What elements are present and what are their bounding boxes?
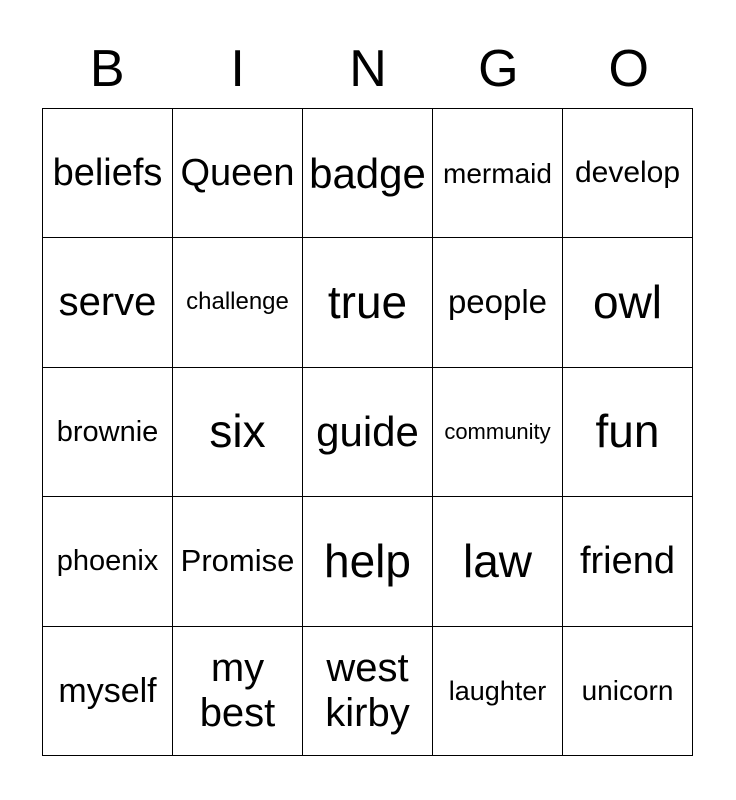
bingo-cell[interactable] bbox=[43, 497, 173, 626]
cell-word: owl bbox=[592, 275, 663, 328]
cell-word: west kirby bbox=[325, 645, 410, 735]
bingo-cell[interactable] bbox=[433, 368, 563, 497]
bingo-cell[interactable] bbox=[43, 238, 173, 367]
bingo-cell[interactable] bbox=[433, 109, 563, 238]
cell-word: true bbox=[327, 275, 408, 328]
title-letter-b: B bbox=[89, 40, 125, 98]
cell-word: help bbox=[324, 534, 411, 587]
cell-word: develop bbox=[574, 156, 681, 190]
bingo-cell[interactable] bbox=[173, 497, 303, 626]
bingo-cell[interactable] bbox=[433, 238, 563, 367]
bingo-cell[interactable] bbox=[563, 368, 693, 497]
cell-word: six bbox=[209, 405, 266, 458]
bingo-cell[interactable] bbox=[563, 497, 693, 626]
bingo-grid bbox=[42, 108, 693, 756]
bingo-cell[interactable] bbox=[43, 627, 173, 756]
cell-word: badge bbox=[309, 149, 426, 197]
cell-word: laughter bbox=[448, 675, 547, 706]
cell-word: unicorn bbox=[581, 675, 674, 707]
bingo-cell[interactable] bbox=[303, 368, 433, 497]
bingo-cell[interactable] bbox=[303, 627, 433, 756]
bingo-cell[interactable] bbox=[303, 109, 433, 238]
bingo-cell[interactable] bbox=[433, 497, 563, 626]
bingo-cell[interactable] bbox=[173, 368, 303, 497]
cell-word: my best bbox=[199, 645, 276, 735]
bingo-cell[interactable] bbox=[43, 109, 173, 238]
cell-word: community bbox=[444, 418, 551, 444]
cell-word: friend bbox=[579, 540, 676, 583]
bingo-cell[interactable] bbox=[173, 109, 303, 238]
cell-word: Promise bbox=[180, 543, 295, 578]
cell-word: phoenix bbox=[56, 545, 159, 578]
cell-word: brownie bbox=[56, 415, 159, 448]
cell-word: Queen bbox=[180, 151, 295, 194]
cell-word: guide bbox=[316, 408, 419, 456]
cell-word: beliefs bbox=[52, 151, 163, 194]
bingo-cell[interactable] bbox=[303, 238, 433, 367]
title-letter-n: N bbox=[349, 40, 387, 98]
bingo-cell[interactable] bbox=[433, 627, 563, 756]
bingo-cell[interactable] bbox=[563, 627, 693, 756]
bingo-cell[interactable] bbox=[173, 238, 303, 367]
cell-word: serve bbox=[58, 280, 157, 325]
cell-word: myself bbox=[58, 671, 157, 710]
bingo-cell[interactable] bbox=[563, 238, 693, 367]
title-letter-g: G bbox=[478, 40, 519, 98]
title-letter-o: O bbox=[608, 40, 649, 98]
cell-word: fun bbox=[595, 405, 660, 458]
bingo-cell[interactable] bbox=[173, 627, 303, 756]
title-letter-i: I bbox=[230, 40, 245, 98]
bingo-card bbox=[42, 0, 694, 756]
bingo-cell[interactable] bbox=[303, 497, 433, 626]
cell-word: challenge bbox=[186, 288, 289, 316]
bingo-cell[interactable] bbox=[563, 109, 693, 238]
cell-word: law bbox=[462, 534, 533, 587]
cell-word: people bbox=[447, 283, 548, 321]
cell-word: mermaid bbox=[443, 157, 552, 189]
bingo-title bbox=[42, 30, 694, 108]
bingo-cell[interactable] bbox=[43, 368, 173, 497]
